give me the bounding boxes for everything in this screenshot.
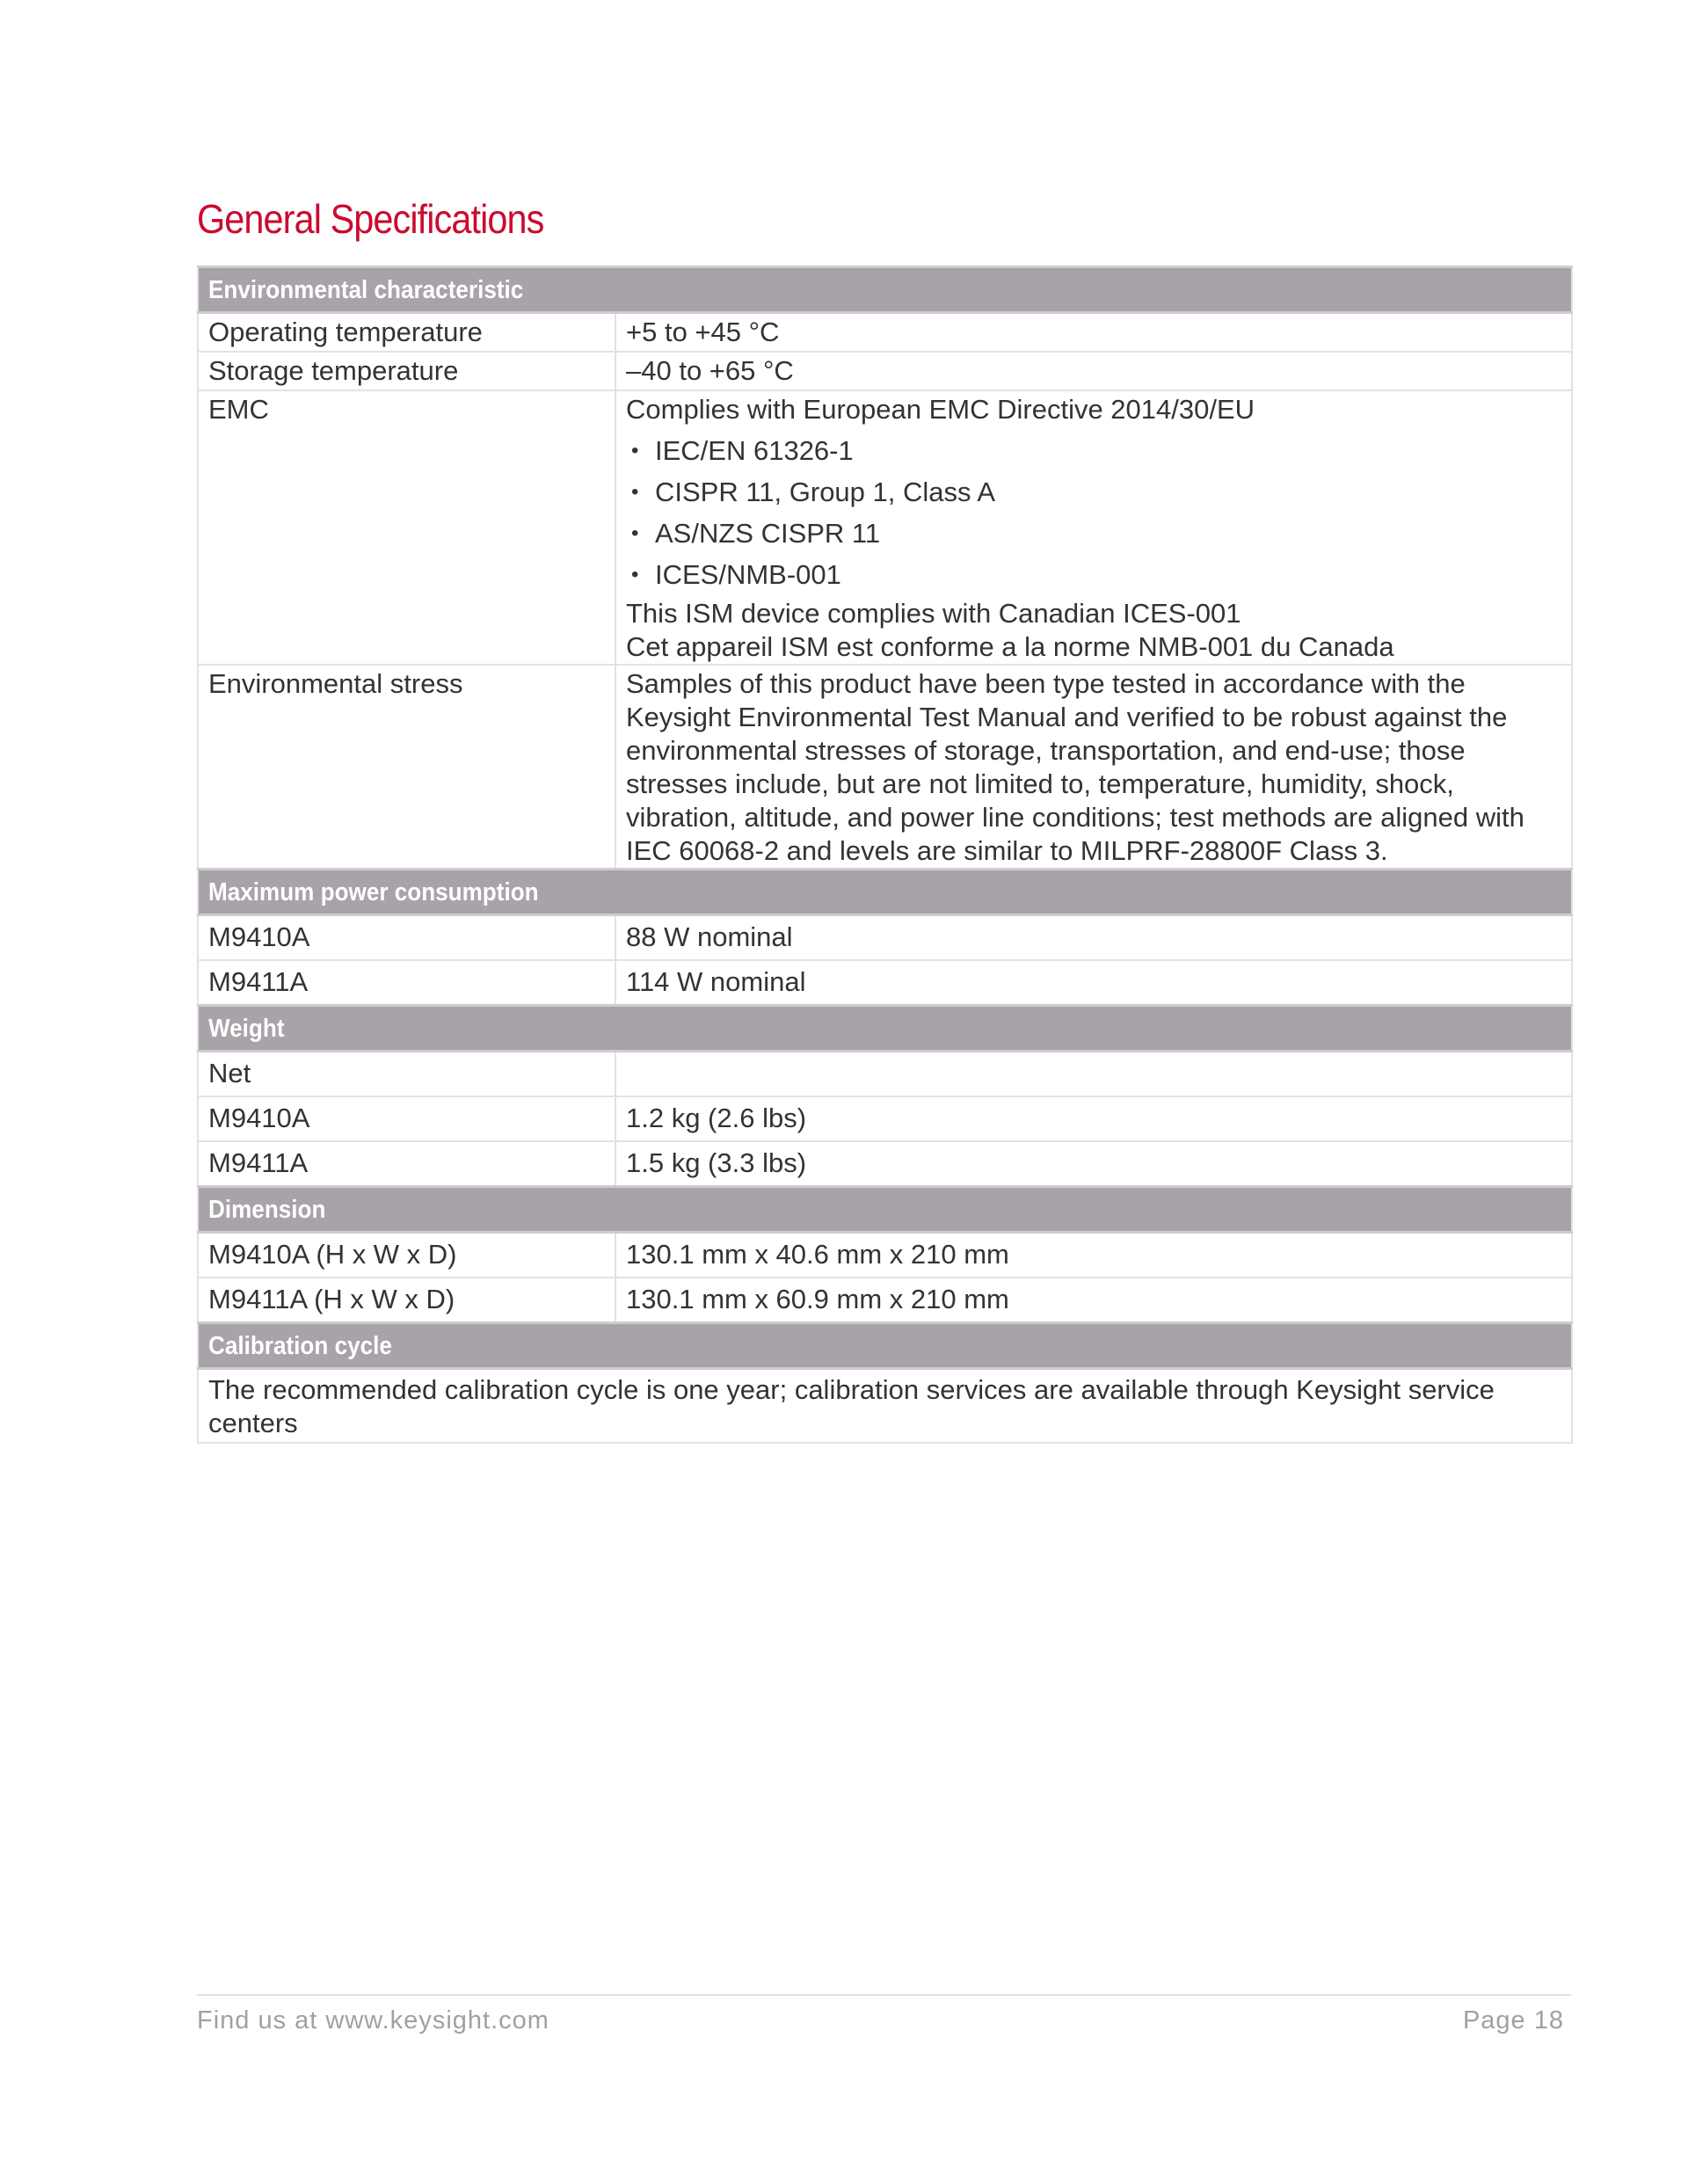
emc-note-ices: This ISM device complies with Canadian ICES-001 xyxy=(626,598,1241,629)
table-row xyxy=(198,915,1572,961)
bullet-icon: • xyxy=(631,439,639,462)
footer-website: Find us at www.keysight.com xyxy=(197,2006,549,2035)
row-value: –40 to +65 °C xyxy=(615,352,1572,390)
table-row-net xyxy=(198,1052,1572,1097)
row-value: 130.1 mm x 40.6 mm x 210 mm xyxy=(615,1233,1572,1278)
general-specifications-table xyxy=(197,266,1573,1444)
row-label: M9411A xyxy=(198,960,615,1006)
row-label: M9410A xyxy=(198,1096,615,1141)
bullet-icon: • xyxy=(631,563,639,586)
page-title: General Specifications xyxy=(197,196,544,242)
list-item: • IEC/EN 61326-1 xyxy=(626,430,1561,471)
table-row-emc xyxy=(198,390,1572,665)
table-row xyxy=(198,1278,1572,1323)
row-value: 1.5 kg (3.3 lbs) xyxy=(615,1141,1572,1187)
table-row-storage-temperature xyxy=(198,352,1572,390)
section-header-label: Calibration cycle xyxy=(208,1332,392,1360)
row-label: M9410A (H x W x D) xyxy=(198,1233,615,1278)
row-label: M9410A xyxy=(198,915,615,961)
row-value: 88 W nominal xyxy=(615,915,1572,961)
section-header-environmental xyxy=(198,267,1572,313)
table-row-calibration xyxy=(198,1369,1572,1444)
footer-page-number: Page 18 xyxy=(1462,2006,1564,2035)
bullet-icon: • xyxy=(631,521,639,545)
row-label: Operating temperature xyxy=(198,313,615,353)
section-header-label: Maximum power consumption xyxy=(208,878,539,906)
row-label: Storage temperature xyxy=(198,352,615,390)
table-row-environmental-stress xyxy=(198,665,1572,870)
row-value: 1.2 kg (2.6 lbs) xyxy=(615,1096,1572,1141)
table-row xyxy=(198,1096,1572,1141)
row-label: M9411A xyxy=(198,1141,615,1187)
section-header-label: Dimension xyxy=(208,1196,326,1224)
row-label: M9411A (H x W x D) xyxy=(198,1278,615,1323)
row-label: Environmental stress xyxy=(198,665,615,870)
calibration-text: The recommended calibration cycle is one year; calibration services are available through Keysight service centers xyxy=(198,1369,1572,1444)
list-item: • AS/NZS CISPR 11 xyxy=(626,513,1561,554)
section-header-label: Weight xyxy=(208,1015,285,1043)
row-value-empty xyxy=(615,1052,1572,1097)
emc-intro: Complies with European EMC Directive 2014/30/EU xyxy=(626,394,1255,425)
emc-note-nmb: Cet appareil ISM est conforme a la norme NMB-001 du Canada xyxy=(626,631,1394,662)
row-value: 114 W nominal xyxy=(615,960,1572,1006)
row-value: +5 to +45 °C xyxy=(615,313,1572,353)
section-header-dimension xyxy=(198,1187,1572,1233)
table-row xyxy=(198,1141,1572,1187)
emc-standards-list xyxy=(626,430,1561,595)
footer-divider xyxy=(197,1994,1571,1996)
section-header-power xyxy=(198,870,1572,915)
table-row xyxy=(198,1233,1572,1278)
list-item: • CISPR 11, Group 1, Class A xyxy=(626,471,1561,513)
row-label: EMC xyxy=(198,390,615,665)
bullet-icon: • xyxy=(631,480,639,504)
section-header-calibration xyxy=(198,1323,1572,1369)
section-header-weight xyxy=(198,1006,1572,1052)
row-label: Net xyxy=(198,1052,615,1097)
list-item: • ICES/NMB-001 xyxy=(626,554,1561,595)
table-row-operating-temperature xyxy=(198,313,1572,353)
row-value: Samples of this product have been type tested in accordance with the Keysight Environmental Test Manual and verified to be robust against the environmental stresses of storage, transportation, and end-use; those stresses include, but are not limited to, temperature, humidity, shock, vibration, altitude, and power line conditions; test methods are aligned with IEC 60068-2 and levels are similar to MILPRF-28800F Class 3. xyxy=(615,665,1572,870)
row-value-emc xyxy=(615,390,1572,665)
table-row xyxy=(198,960,1572,1006)
row-value: 130.1 mm x 60.9 mm x 210 mm xyxy=(615,1278,1572,1323)
section-header-label: Environmental characteristic xyxy=(208,276,524,304)
